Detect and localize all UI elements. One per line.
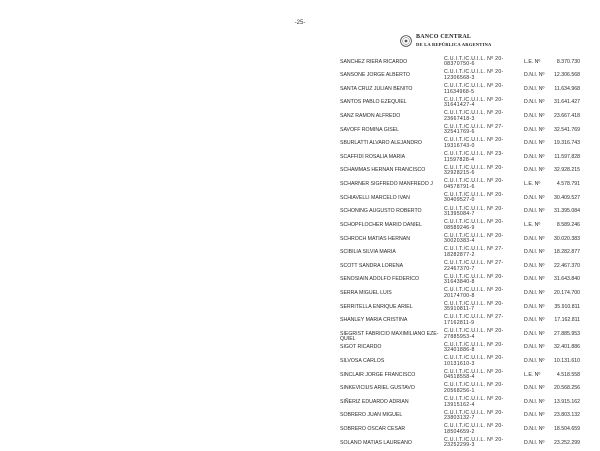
- person-name: SCHOPFLOCHER MARIO DANIEL: [340, 221, 422, 228]
- cuit-number: 08370750-6: [444, 61, 475, 68]
- document-number: 35.910.811: [554, 303, 580, 310]
- document-number: 30.020.383: [554, 235, 580, 242]
- cuit-prefix: C.U.I.T./C.U.I.L. Nº 20-: [444, 300, 504, 307]
- document-type: L.E. Nº: [524, 181, 541, 188]
- person-name: SENOSIAIN ADOLFO FEDERICO: [340, 276, 419, 283]
- registry-row: [0, 274, 600, 288]
- cuit-number: 32401886-8: [444, 347, 475, 354]
- cuit-prefix: C.U.I.T./C.U.I.L. Nº 20-: [444, 273, 504, 280]
- registry-row: [0, 178, 600, 192]
- registry-row: [0, 151, 600, 165]
- bank-seal-icon: [400, 35, 412, 47]
- cuit-number: 30409527-0: [444, 197, 475, 204]
- document-type: D.N.I. Nº: [524, 72, 545, 79]
- document-number: 22.467.370: [554, 262, 580, 269]
- cuit-number: 35910811-7: [444, 306, 475, 313]
- person-name: SIGOT RICARDO: [340, 344, 382, 351]
- document-type: D.N.I. Nº: [524, 317, 545, 324]
- registry-row: [0, 315, 600, 329]
- registry-row: [0, 423, 600, 437]
- document-number: 23.667.418: [554, 113, 580, 120]
- cuit-cuil: [444, 234, 524, 245]
- document-number: 31.643.840: [554, 276, 580, 283]
- cuit-cuil: [444, 220, 524, 231]
- cuit-cuil: [444, 57, 524, 68]
- person-name: SAVOFF ROMINA GISEL: [340, 126, 399, 133]
- document-type: D.N.I. Nº: [524, 358, 545, 364]
- document-number: 18.504.659: [554, 426, 580, 433]
- cuit-number: 18282877-2: [444, 251, 475, 258]
- document-number: 32.541.769: [554, 126, 580, 133]
- cuit-cuil: [444, 111, 524, 122]
- cuit-number: 30020383-4: [444, 238, 475, 245]
- document-number: 31.395.084: [554, 208, 580, 215]
- registry-row: [0, 97, 600, 111]
- person-name: SCHAMMAS HERNAN FRANCISCO: [340, 167, 426, 174]
- registry-row: [0, 56, 600, 70]
- cuit-number: 22467370-7: [444, 265, 475, 272]
- registry-row: [0, 83, 600, 97]
- cuit-cuil: [444, 125, 524, 136]
- cuit-cuil: [444, 84, 524, 95]
- registry-row: [0, 328, 600, 342]
- cuit-number: 12306568-3: [444, 75, 475, 81]
- person-name: SHANLEY MARIA CRISTINA: [340, 317, 408, 324]
- cuit-number: 19316743-0: [444, 143, 475, 150]
- cuit-prefix: C.U.I.T./C.U.I.L. Nº 20-: [444, 232, 504, 239]
- cuit-prefix: C.U.I.T./C.U.I.L. Nº 23-: [444, 151, 504, 158]
- registry-row: [0, 138, 600, 152]
- cuit-prefix: C.U.I.T./C.U.I.L. Nº 20-: [444, 382, 504, 389]
- person-name: SCHROCH MATIAS HERNAN: [340, 235, 410, 242]
- cuit-prefix: C.U.I.T./C.U.I.L. Nº 20-: [444, 110, 504, 117]
- cuit-number: 10131610-3: [444, 360, 475, 367]
- cuit-cuil: [444, 397, 524, 408]
- person-name: SANTA CRUZ JULIAN BENITO: [340, 85, 413, 92]
- bank-logo: [400, 34, 492, 48]
- document-type: D.N.I. Nº: [524, 235, 545, 242]
- cuit-prefix: C.U.I.T./C.U.I.L. Nº 20-: [444, 55, 504, 62]
- document-type: D.N.I. Nº: [524, 439, 545, 446]
- registry-row: [0, 301, 600, 315]
- registry-row: [0, 192, 600, 206]
- cuit-cuil: [444, 383, 524, 394]
- person-name: SOBRERO OSCAR CESAR: [340, 426, 406, 433]
- cuit-prefix: C.U.I.T./C.U.I.L. Nº 27-: [444, 314, 504, 321]
- cuit-cuil: [444, 315, 524, 326]
- cuit-number: 13915162-4: [444, 401, 475, 408]
- cuit-prefix: C.U.I.T./C.U.I.L. Nº 20-: [444, 396, 504, 403]
- person-name: SINKEVICIUS ARIEL GUSTAVO: [340, 385, 415, 392]
- document-type: D.N.I. Nº: [524, 126, 545, 133]
- document-number: 30.409.527: [554, 194, 580, 201]
- document-number: 32.401.886: [554, 344, 580, 351]
- cuit-prefix: C.U.I.T./C.U.I.L. Nº 27-: [444, 246, 504, 253]
- cuit-number: 31395084-7: [444, 211, 475, 218]
- person-name: SCOTT SANDRA LORENA: [340, 262, 404, 269]
- cuit-prefix: C.U.I.T./C.U.I.L. Nº 20-: [444, 287, 504, 294]
- document-type: D.N.I. Nº: [524, 344, 545, 351]
- registry-row: [0, 369, 600, 383]
- document-type: L.E. Nº: [524, 58, 541, 65]
- cuit-number: 31643840-8: [444, 279, 475, 286]
- cuit-prefix: C.U.I.T./C.U.I.L. Nº 20-: [444, 191, 504, 198]
- cuit-number: 04518558-4: [444, 374, 475, 381]
- cuit-prefix: C.U.I.T./C.U.I.L. Nº 20-: [444, 409, 504, 416]
- registry-row: [0, 383, 600, 397]
- cuit-cuil: [444, 275, 524, 286]
- person-name: SERRA MIGUEL LUIS: [340, 289, 392, 296]
- cuit-number: 32541769-6: [444, 129, 475, 136]
- cuit-cuil: [444, 424, 524, 435]
- registry-row: [0, 342, 600, 356]
- cuit-number: 27885953-4: [444, 333, 475, 340]
- document-type: D.N.I. Nº: [524, 140, 545, 147]
- document-number: 8.589.246: [556, 221, 580, 228]
- person-name: SOBRERO JUAN MIGUEL: [340, 412, 403, 419]
- registry-row: [0, 124, 600, 138]
- cuit-prefix: C.U.I.T./C.U.I.L. Nº 20-: [444, 219, 504, 226]
- cuit-cuil: [444, 70, 524, 81]
- person-name: SCHONING AUGUSTO ROBERTO: [340, 208, 422, 215]
- cuit-prefix: C.U.I.T./C.U.I.L. Nº 27-: [444, 259, 504, 266]
- cuit-prefix: C.U.I.T./C.U.I.L. Nº 20-: [444, 178, 504, 185]
- document-type: D.N.I. Nº: [524, 208, 545, 215]
- cuit-number: 11597828-4: [444, 156, 475, 163]
- cuit-cuil: [444, 98, 524, 109]
- document-type: D.N.I. Nº: [524, 262, 545, 269]
- person-name: SANTOS PABLO EZEQUIEL: [340, 99, 407, 106]
- document-number: 10.131.610: [554, 358, 580, 364]
- document-type: D.N.I. Nº: [524, 153, 545, 160]
- document-type: D.N.I. Nº: [524, 289, 545, 296]
- registry-row: [0, 219, 600, 233]
- registry-row: [0, 206, 600, 220]
- registry-row: [0, 437, 600, 451]
- registry-row: [0, 355, 600, 369]
- cuit-prefix: C.U.I.T./C.U.I.L. Nº 20-: [444, 341, 504, 348]
- person-name: SANZ RAMON ALFREDO: [340, 113, 401, 120]
- cuit-prefix: C.U.I.T./C.U.I.L. Nº 20-: [444, 96, 504, 103]
- cuit-cuil: [444, 207, 524, 218]
- cuit-cuil: [444, 329, 524, 340]
- cuit-cuil: [444, 247, 524, 258]
- document-type: D.N.I. Nº: [524, 412, 545, 419]
- person-name: SOLANO MATIAS LAUREANO: [340, 439, 412, 446]
- cuit-prefix: C.U.I.T./C.U.I.L. Nº 20-: [444, 164, 504, 171]
- cuit-prefix: C.U.I.T./C.U.I.L. Nº 20-: [444, 355, 504, 362]
- document-number: 12.306.568: [554, 72, 580, 79]
- cuit-cuil: [444, 193, 524, 204]
- document-type: D.N.I. Nº: [524, 276, 545, 283]
- registry-list: [0, 56, 600, 451]
- cuit-number: 20568256-1: [444, 388, 475, 395]
- cuit-number: 08589246-9: [444, 224, 475, 231]
- person-name: SIÑERIZ EDUARDO ADRIAN: [340, 398, 409, 405]
- cuit-number: 18504659-2: [444, 428, 475, 435]
- cuit-number: 04578791-6: [444, 183, 475, 190]
- document-number: 17.162.811: [554, 317, 580, 324]
- cuit-number: 23667418-3: [444, 115, 475, 122]
- document-type: D.N.I. Nº: [524, 113, 545, 120]
- document-number: 13.915.162: [554, 398, 580, 405]
- bank-name-line2: DE LA REPÚBLICA ARGENTINA: [416, 42, 492, 47]
- cuit-prefix: C.U.I.T./C.U.I.L. Nº 20-: [444, 423, 504, 430]
- person-name: SBURLATTI ALVARO ALEJANDRO: [340, 140, 422, 147]
- document-type: D.N.I. Nº: [524, 194, 545, 201]
- person-name: SIEGRIST FABRICIO MAXIMILIANO EZE-QUIEL: [340, 330, 439, 343]
- person-name: SCHIAVELLI MARCELO IVAN: [340, 194, 410, 201]
- cuit-prefix: C.U.I.T./C.U.I.L. Nº 20-: [444, 205, 504, 212]
- document-type: D.N.I. Nº: [524, 303, 545, 310]
- document-number: 11.597.828: [554, 153, 580, 160]
- cuit-prefix: C.U.I.T./C.U.I.L. Nº 27-: [444, 123, 504, 130]
- cuit-number: 17162811-9: [444, 319, 475, 326]
- person-name: SERRITELLA ENRIQUE ARIEL: [340, 303, 413, 310]
- cuit-prefix: C.U.I.T./C.U.I.L. Nº 20-: [444, 83, 504, 90]
- cuit-cuil: [444, 356, 524, 367]
- document-type: D.N.I. Nº: [524, 167, 545, 174]
- document-number: 27.885.953: [554, 330, 580, 337]
- cuit-cuil: [444, 152, 524, 163]
- registry-row: [0, 260, 600, 274]
- document-number: 4.518.558: [556, 371, 580, 378]
- cuit-number: 32928215-6: [444, 170, 475, 177]
- cuit-cuil: [444, 411, 524, 422]
- cuit-cuil: [444, 179, 524, 190]
- person-name: SCAFFIDI ROSALIA MARIA: [340, 153, 406, 160]
- registry-row: [0, 110, 600, 124]
- cuit-prefix: C.U.I.T./C.U.I.L. Nº 20-: [444, 327, 504, 334]
- cuit-number: 23252299-3: [444, 442, 475, 449]
- cuit-cuil: [444, 288, 524, 299]
- cuit-cuil: [444, 343, 524, 354]
- person-name: SANSONE JORGE ALBERTO: [340, 72, 410, 79]
- document-type: L.E. Nº: [524, 221, 541, 228]
- document-type: D.N.I. Nº: [524, 85, 545, 92]
- registry-row: [0, 287, 600, 301]
- person-name: SANCHEZ RIERA RICARDO: [340, 58, 408, 65]
- document-type: D.N.I. Nº: [524, 99, 545, 106]
- document-type: D.N.I. Nº: [524, 330, 545, 337]
- cuit-number: 23803132-7: [444, 415, 475, 422]
- person-name: SCHARNER SIGFREDO MANFREDO J: [340, 181, 433, 188]
- document-type: D.N.I. Nº: [524, 385, 545, 392]
- document-number: 19.316.743: [554, 140, 580, 147]
- cuit-cuil: [444, 166, 524, 177]
- person-name: SINCLAIR JORGE FRANCISCO: [340, 371, 416, 378]
- cuit-cuil: [444, 302, 524, 313]
- cuit-prefix: C.U.I.T./C.U.I.L. Nº 20-: [444, 137, 504, 144]
- document-number: 23.803.132: [554, 412, 580, 419]
- person-name: SCIBILIA SILVIA MARIA: [340, 249, 396, 256]
- person-name: SILVOSA CARLOS: [340, 358, 385, 364]
- document-number: 4.578.791: [556, 181, 580, 188]
- page-number: -25-: [294, 20, 306, 26]
- cuit-cuil: [444, 370, 524, 381]
- cuit-prefix: C.U.I.T./C.U.I.L. Nº 20-: [444, 69, 504, 76]
- cuit-number: 11634968-5: [444, 88, 475, 95]
- cuit-number: 20174700-8: [444, 292, 475, 299]
- document-number: 31.641.427: [554, 99, 580, 106]
- registry-row: [0, 396, 600, 410]
- document-number: 8.370.730: [556, 58, 580, 65]
- document-number: 20.174.700: [554, 289, 580, 296]
- document-number: 32.928.215: [554, 167, 580, 174]
- bank-name-line1: BANCO CENTRAL: [416, 34, 472, 40]
- cuit-cuil: [444, 138, 524, 149]
- document-number: 11.634.968: [554, 85, 580, 92]
- registry-row: [0, 410, 600, 424]
- cuit-cuil: [444, 261, 524, 272]
- document-type: D.N.I. Nº: [524, 398, 545, 405]
- cuit-number: 31641427-4: [444, 102, 475, 109]
- registry-row: [0, 70, 600, 84]
- document-type: D.N.I. Nº: [524, 249, 545, 256]
- cuit-prefix: C.U.I.T./C.U.I.L. Nº 20-: [444, 368, 504, 375]
- document-number: 20.568.256: [554, 385, 580, 392]
- registry-row: [0, 165, 600, 179]
- cuit-prefix: C.U.I.T./C.U.I.L. Nº 20-: [444, 436, 504, 443]
- document-number: 23.252.299: [554, 439, 580, 446]
- document-type: L.E. Nº: [524, 371, 541, 378]
- cuit-cuil: [444, 438, 524, 449]
- registry-row: [0, 233, 600, 247]
- document-number: 18.282.877: [554, 249, 580, 256]
- registry-row: [0, 247, 600, 261]
- document-type: D.N.I. Nº: [524, 426, 545, 433]
